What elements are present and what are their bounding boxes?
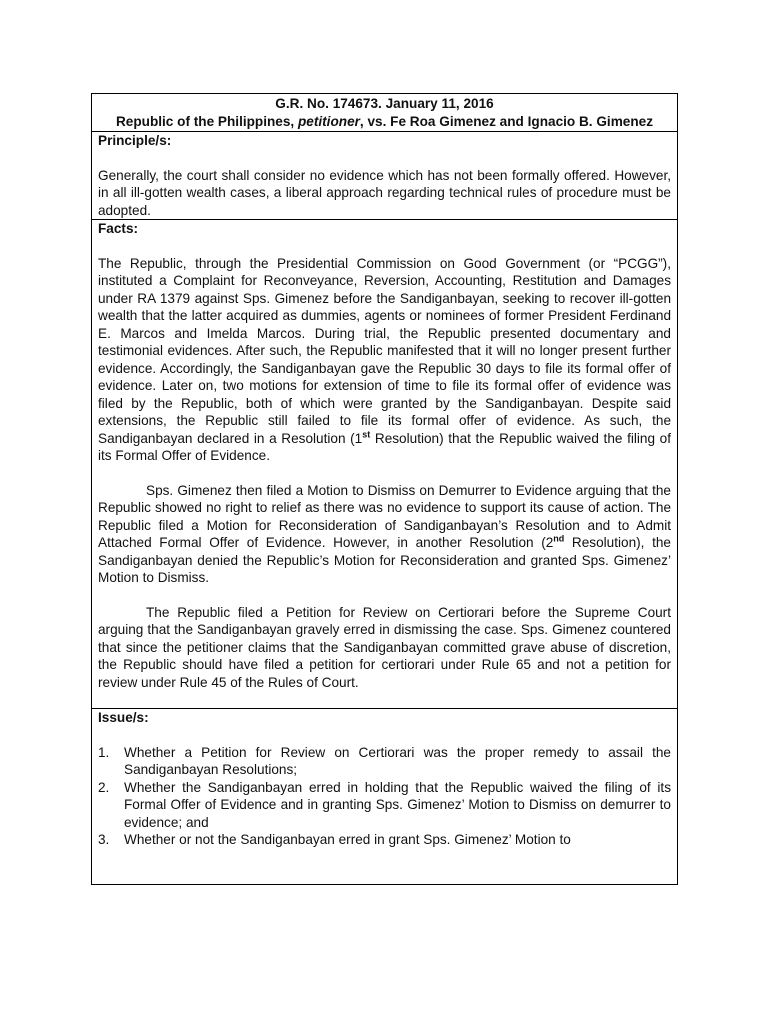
issues-list (98, 744, 671, 849)
facts-heading: Facts: (98, 221, 139, 236)
facts-row (92, 220, 678, 709)
facts-paragraph-3: The Republic filed a Petition for Review on Certiorari before the Supreme Court arguing that the Sandiganbayan gravely erred in dismissing the case. Sps. Gimenez countered that since the petitioner claims that the Sandiganbayan committed grave abuse of discretion, the Republic should have filed a petition for certiorari under Rule 65 and not a petition for review under Rule 45 of the Rules of Court. (98, 604, 671, 690)
case-number: G.R. No. 174673. January 11, 2016 (275, 96, 494, 111)
header-row (92, 94, 678, 132)
facts-paragraph-1: The Republic, through the Presidential Commission on Good Government (or “PCGG”), instituted a Complaint for Reconveyance, Reversion, Accounting, Restitution and Damages under RA 1379 against Sps. Gimenez before the Sandiganbayan, seeking to recover ill-gotten wealth that the latter acquired as dummies, agents or nominees of former President Ferdinand E. Marcos and Imelda Marcos. During trial, the Republic presented documentary and testimonial evidences. After such, the Republic manifested that it will no longer present further evidence. Accordingly, the Sandiganbayan gave the Republic 30 days to file its formal offer of evidence. Later on, two motions for extension of time to file its formal offer of evidence was filed by the Republic, both of which were granted by the Sandiganbayan. Despite said extensions, the Republic still failed to file its formal offer of evidence. As such, the Sandiganbayan declared in a Resolution (1st Resolution) that the Republic waived the filing of its Formal Offer of Evidence. (98, 255, 671, 463)
issue-item: 3. Whether or not the Sandiganbayan erred in grant Sps. Gimenez’ Motion to (98, 832, 571, 847)
case-digest-table (91, 93, 678, 885)
issues-row (92, 709, 678, 885)
parties-role: petitioner (297, 113, 360, 129)
facts-section (92, 220, 678, 709)
principles-heading: Principle/s: (98, 133, 172, 148)
parties-before: Republic of the Philippines, (115, 113, 298, 129)
facts-paragraph-2: Sps. Gimenez then filed a Motion to Dismiss on Demurrer to Evidence arguing that the Republic showed no right to relief as there was no evidence to support its cause of action. The Republic filed a Motion for Reconsideration of Sandiganbayan’s Resolution and to Admit Attached Formal Offer of Evidence. However, in another Resolution (2nd Resolution), the Sandiganbayan denied the Republic’s Motion for Reconsideration and granted Sps. Gimenez’ Motion to Dismiss. (98, 482, 671, 585)
principles-section (92, 132, 678, 220)
case-parties (98, 113, 671, 131)
issues-heading: Issue/s: (98, 710, 149, 725)
issues-section (92, 709, 678, 885)
issue-item: 2. Whether the Sandiganbayan erred in holding that the Republic waived the filing of its Formal Offer of Evidence and in granting Sps. Gimenez’ Motion to Dismiss on demurrer to evidence; and (98, 779, 671, 830)
principles-text: Generally, the court shall consider no evidence which has not been formally offered. However, in all ill-gotten wealth cases, a liberal approach regarding technical rules of procedure must be adopted. (98, 167, 671, 218)
parties-after: , vs. Fe Roa Gimenez and Ignacio B. Gimenez (359, 113, 654, 129)
issue-item: 1. Whether a Petition for Review on Certiorari was the proper remedy to assail the Sandiganbayan Resolutions; (98, 744, 671, 777)
principles-row (92, 132, 678, 220)
case-header (92, 94, 678, 132)
